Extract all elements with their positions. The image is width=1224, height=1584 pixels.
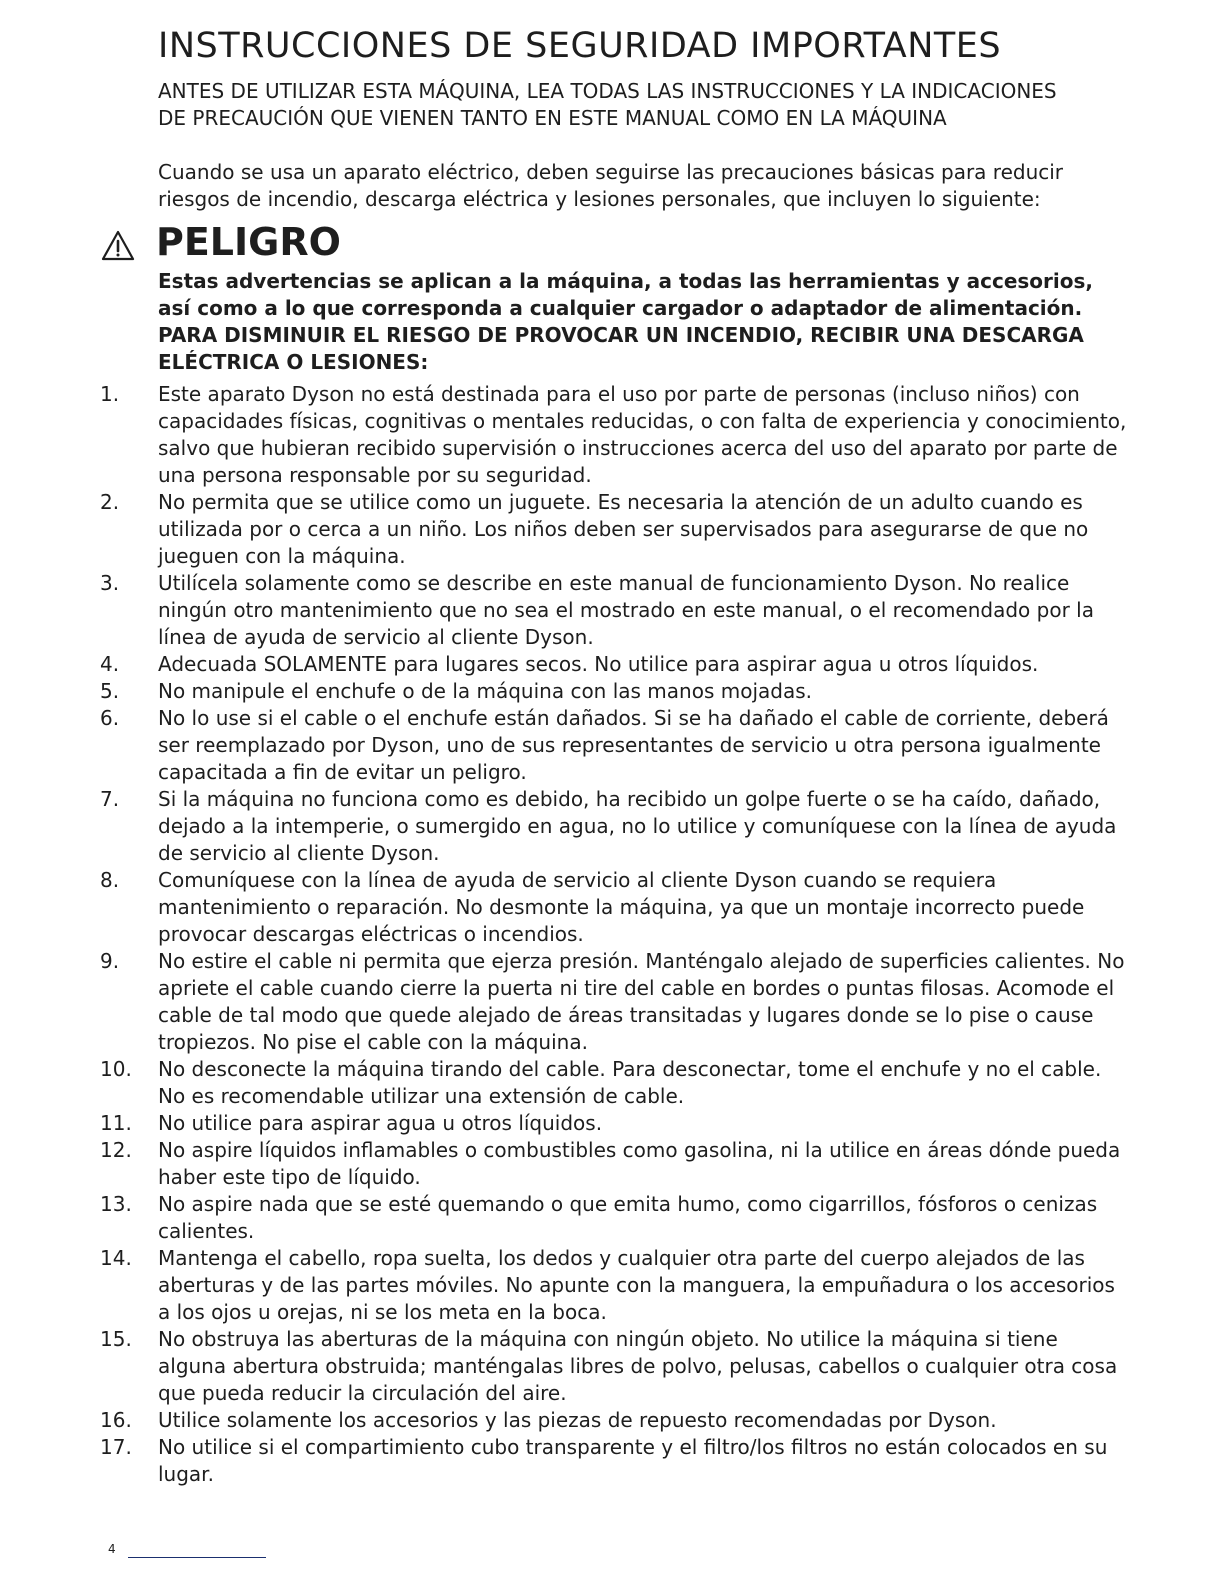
item-number: 16. <box>100 1408 132 1432</box>
danger-caps: PARA DISMINUIR EL RIESGO DE PROVOCAR UN INCENDIO, RECIBIR UNA DESCARGA ELÉCTRICA O LESIONES: <box>158 323 1084 374</box>
item-text: Comuníquese con la línea de ayuda de servicio al cliente Dyson cuando se requiera mantenimiento o reparación. No desmonte la máquina, ya que un montaje incorrecto puede provocar descargas eléctricas o incendios. <box>158 868 1085 946</box>
list-item <box>100 1191 1130 1245</box>
item-text: No aspire nada que se esté quemando o que emita humo, como cigarrillos, fósforos o cenizas calientes. <box>158 1192 1098 1243</box>
item-text: No aspire líquidos inflamables o combustibles como gasolina, ni la utilice en áreas dónde pueda haber este tipo de líquido. <box>158 1138 1121 1189</box>
item-text: Utilícela solamente como se describe en este manual de funcionamiento Dyson. No realice ningún otro mantenimiento que no sea el mostrado en este manual, o el recomendado por la línea de ayuda de servicio al cliente Dyson. <box>158 571 1094 649</box>
item-text: No lo use si el cable o el enchufe están dañados. Si se ha dañado el cable de corriente, deberá ser reemplazado por Dyson, uno de sus representantes de servicio u otra persona igualmente capacitada a fin de evitar un peligro. <box>158 706 1109 784</box>
preface-caps: ANTES DE UTILIZAR ESTA MÁQUINA, LEA TODAS LAS INSTRUCCIONES Y LA INDICACIONES DE PRECAUCIÓN QUE VIENEN TANTO EN ESTE MANUAL COMO EN LA MÁQUINA <box>158 79 1057 130</box>
page-number: 4 <box>108 1542 116 1556</box>
item-text: No obstruya las aberturas de la máquina con ningún objeto. No utilice la máquina si tiene alguna abertura obstruida; manténgalas libres de polvo, pelusas, cabellos o cualquier otra cosa que pueda reducir la circulación del aire. <box>158 1327 1118 1405</box>
item-number: 11. <box>100 1111 132 1135</box>
preface-intro: Cuando se usa un aparato eléctrico, deben seguirse las precauciones básicas para reducir riesgos de incendio, descarga eléctrica y lesiones personales, que incluyen lo siguiente: <box>158 160 1064 211</box>
item-number: 13. <box>100 1192 132 1216</box>
list-item <box>100 1407 1130 1434</box>
item-number: 7. <box>100 787 120 811</box>
item-number: 6. <box>100 706 120 730</box>
footer-rule <box>128 1557 266 1558</box>
item-number: 1. <box>100 382 120 406</box>
list-item <box>100 1245 1130 1326</box>
item-number: 5. <box>100 679 120 703</box>
item-number: 10. <box>100 1057 132 1081</box>
item-number: 3. <box>100 571 120 595</box>
item-text: Utilice solamente los accesorios y las piezas de repuesto recomendadas por Dyson. <box>158 1408 997 1432</box>
item-text: Este aparato Dyson no está destinada para el uso por parte de personas (incluso niños) con capacidades físicas, cognitivas o mentales reducidas, o con falta de experiencia y conocimiento, salvo que hubieran recibido supervisión o instrucciones acerca del uso del aparato por parte de una persona responsable por su seguridad. <box>158 382 1127 487</box>
item-number: 2. <box>100 490 120 514</box>
item-number: 17. <box>100 1435 132 1459</box>
item-number: 8. <box>100 868 120 892</box>
list-item <box>100 948 1130 1056</box>
danger-heading: PELIGRO <box>156 220 341 264</box>
list-item <box>100 1110 1130 1137</box>
list-item <box>100 705 1130 786</box>
item-text: No utilice si el compartimiento cubo transparente y el filtro/los filtros no están colocados en su lugar. <box>158 1435 1108 1486</box>
list-item <box>100 381 1130 489</box>
list-item <box>100 1137 1130 1191</box>
item-text: Si la máquina no funciona como es debido, ha recibido un golpe fuerte o se ha caído, dañado, dejado a la intemperie, o sumergido en agua, no lo utilice y comuníquese con la línea de ayuda de servicio al cliente Dyson. <box>158 787 1117 865</box>
item-number: 14. <box>100 1246 132 1270</box>
item-number: 12. <box>100 1138 132 1162</box>
item-number: 4. <box>100 652 120 676</box>
list-item <box>100 867 1130 948</box>
list-item <box>100 1056 1130 1110</box>
list-item <box>100 570 1130 651</box>
list-item <box>100 651 1130 678</box>
page-title: INSTRUCCIONES DE SEGURIDAD IMPORTANTES <box>158 26 1002 66</box>
safety-instructions-list <box>100 381 1130 1488</box>
item-number: 9. <box>100 949 120 973</box>
warning-triangle-icon <box>101 230 135 262</box>
item-text: No estire el cable ni permita que ejerza presión. Manténgalo alejado de superficies calientes. No apriete el cable cuando cierre la puerta ni tire del cable en bordes o puntas filosas. Acomode el cable de tal modo que quede alejado de áreas transitadas y lugares donde se lo pise o cause tropiezos. No pise el cable con la máquina. <box>158 949 1125 1054</box>
item-text: No desconecte la máquina tirando del cable. Para desconectar, tome el enchufe y no el cable. No es recomendable utilizar una extensión de cable. <box>158 1057 1102 1108</box>
item-text: No permita que se utilice como un juguete. Es necesaria la atención de un adulto cuando es utilizada por o cerca a un niño. Los niños deben ser supervisados para asegurarse de que no jueguen con la máquina. <box>158 490 1089 568</box>
item-text: No manipule el enchufe o de la máquina con las manos mojadas. <box>158 679 812 703</box>
item-text: Adecuada SOLAMENTE para lugares secos. No utilice para aspirar agua u otros líquidos. <box>158 652 1039 676</box>
list-item <box>100 678 1130 705</box>
item-number: 15. <box>100 1327 132 1351</box>
list-item <box>100 786 1130 867</box>
item-text: No utilice para aspirar agua u otros líquidos. <box>158 1111 603 1135</box>
list-item <box>100 1434 1130 1488</box>
list-item <box>100 1326 1130 1407</box>
list-item <box>100 489 1130 570</box>
item-text: Mantenga el cabello, ropa suelta, los dedos y cualquier otra parte del cuerpo alejados de las aberturas y de las partes móviles. No apunte con la manguera, la empuñadura o los accesorios a los ojos u orejas, ni se los meta en la boca. <box>158 1246 1115 1324</box>
danger-intro: Estas advertencias se aplican a la máquina, a todas las herramientas y accesorios, así como a lo que corresponda a cualquier cargador o adaptador de alimentación. <box>158 269 1094 320</box>
